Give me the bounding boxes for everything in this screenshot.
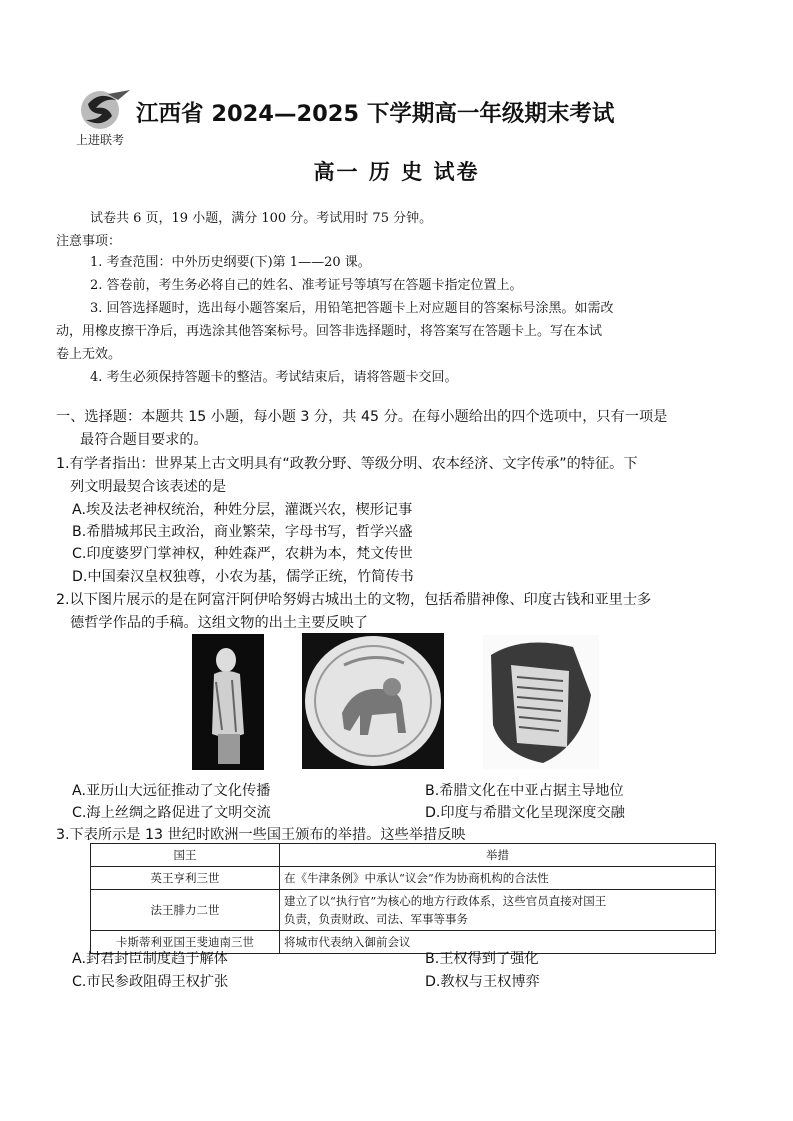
q3-option-c: C.市民参政阻碍王权扩张: [72, 974, 229, 990]
q2-option-a: A.亚历山大远征推动了文化传播: [72, 783, 271, 799]
q3-option-a: A.封君封臣制度趋于解体: [72, 951, 228, 967]
notice-3-line1: 3. 回答选择题时，选出每小题答案后，用铅笔把答题卡上对应题目的答案标号涂黑。如需改: [90, 301, 614, 316]
table-row: [91, 890, 716, 931]
q1-option-a: A.埃及法老神权统治，种姓分层，灌溉兴农，楔形记事: [72, 502, 413, 518]
table-cell-king: 法王腓力二世: [91, 890, 280, 931]
q1-option-d: D.中国秦汉皇权独尊，小农为基，儒学正统，竹简传书: [72, 569, 414, 585]
notice-4: 4. 考生必须保持答题卡的整洁。考试结束后，请将答题卡交回。: [90, 370, 458, 385]
q1-option-b: B.希腊城邦民主政治，商业繁荣，字母书写，哲学兴盛: [72, 524, 413, 540]
logo-icon: [78, 88, 134, 132]
manuscript-image: [483, 635, 599, 769]
q3-option-b: B.王权得到了强化: [425, 951, 539, 967]
q3-table: [90, 843, 716, 954]
section-heading-cont: 最符合题目要求的。: [80, 432, 208, 448]
section-heading: 一、选择题：本题共 15 小题，每小题 3 分，共 45 分。在每小题给出的四个选项中，只有一项是: [56, 409, 668, 425]
measure-text: 将城市代表纳入御前会议: [284, 935, 411, 949]
notice-1: 1. 考查范围：中外历史纲要(下)第 1——20 课。: [90, 255, 371, 270]
measure-text: 在《牛津条例》中承认“议会”作为协商机构的合法性: [284, 871, 549, 885]
exam-info: 试卷共 6 页，19 小题，满分 100 分。考试用时 75 分钟。: [90, 211, 433, 226]
q2-stem-cont: 德哲学作品的手稿。这组文物的出土主要反映了: [70, 615, 368, 631]
logo-text: 上进联考: [76, 133, 125, 147]
table-cell-king: 英王亨利三世: [91, 867, 280, 890]
table-cell-measure: [280, 890, 716, 931]
notice-2: 2. 答卷前，考生务必将自己的姓名、准考证号等填写在答题卡指定位置上。: [90, 278, 523, 293]
q2-option-b: B.希腊文化在中亚占据主导地位: [425, 783, 624, 799]
q3-option-d: D.教权与王权博弈: [425, 974, 540, 990]
measure-text: 建立了以“执行官”为核心的地方行政体系，这些官员直接对国王: [284, 894, 607, 908]
q2-option-c: C.海上丝绸之路促进了文明交流: [72, 805, 271, 821]
q3-stem: 3.下表所示是 13 世纪时欧洲一些国王颁布的举措。这些举措反映: [56, 827, 466, 843]
notice-title: 注意事项：: [56, 234, 122, 249]
exam-title: 江西省 2024—2025 下学期高一年级期末考试: [136, 101, 615, 127]
paper-subtitle: 高一 历 史 试卷: [313, 160, 480, 184]
q1-stem: 1.有学者指出：世界某上古文明具有“政教分野、等级分明、农本经济、文字传承”的特征。下: [56, 456, 638, 472]
table-cell-measure: [280, 867, 716, 890]
q2-stem: 2.以下图片展示的是在阿富汗阿伊哈努姆古城出土的文物，包括希腊神像、印度古钱和亚里士多: [56, 592, 652, 608]
table-cell-king: 卡斯蒂利亚国王斐迪南三世: [91, 931, 280, 954]
measure-text: 负责，负责财政、司法、军事等事务: [284, 912, 468, 926]
greek-statue-image: [192, 634, 264, 770]
table-header-row: [91, 844, 716, 867]
notice-3-line2: 动，用橡皮擦干净后，再选涂其他答案标号。回答非选择题时，将答案写在答题卡上。写在本试: [56, 324, 603, 339]
table-row: [91, 867, 716, 890]
table-header-king: 国王: [91, 844, 280, 867]
indian-coin-image: [302, 633, 444, 769]
table-header-measure: 举措: [280, 844, 716, 867]
notice-3-line3: 卷上无效。: [56, 347, 122, 362]
q1-option-c: C.印度婆罗门掌神权，种姓森严，农耕为本，梵文传世: [72, 546, 413, 562]
q1-stem-cont: 列文明最契合该表述的是: [70, 479, 227, 495]
q2-option-d: D.印度与希腊文化呈现深度交融: [425, 805, 625, 821]
